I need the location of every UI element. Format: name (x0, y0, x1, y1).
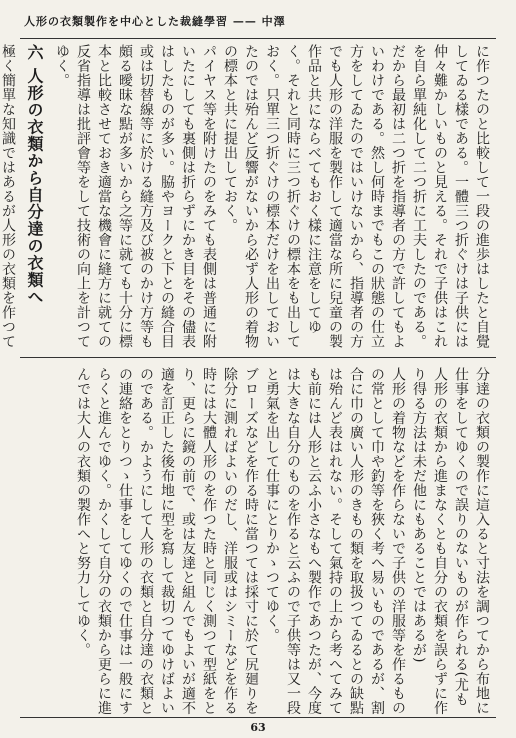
text-line: 樣である。一體三つ折ぐけは子供には仲々難かしいもの (432, 44, 469, 349)
text-line: の標本をも出しておく。只單三つ折ぐけの標本だけを (264, 44, 301, 349)
paragraph-5 (261, 367, 408, 715)
text-line: ても十分に標本と比較させておき適當な機會に縫方に就 (96, 44, 133, 349)
text-line: 事をしてゆくので誤りのないものが作られる(尤も人形 (432, 367, 469, 707)
page-number: 63 (250, 721, 266, 734)
text-line: 立方をしてゐたのではいけないから、指導者の方でも人 (327, 44, 385, 349)
text-line: 方及び被のかけ方等も頗る曖昧な點が多いから之等に就 (117, 44, 154, 349)
paragraph-2 (51, 44, 219, 354)
text-line: でゆく。かくして自分の衣類から更らに進んでは大人の (75, 367, 112, 715)
paragraph-6 (72, 367, 261, 715)
text-line: 人形の着物などを作らないで子供の洋服等を作るもの (390, 367, 406, 715)
text-line: 割合に巾の廣い人形のきもの類を取扱つてゐるとの缺 (348, 367, 385, 715)
text-line: 工夫したのである。だから最初は二つ折を指導者の方で (390, 44, 427, 349)
column-divider (20, 357, 496, 358)
text-line: 方法は未だ他にもあることではあるが) (411, 410, 427, 663)
text-line: ての反省指導は批評會等をして技術の向上を計つてゆく。 (54, 44, 112, 349)
text-line: 物の標本と共に提出しておく。 (222, 44, 259, 349)
section-heading: 六 人形の衣類から自分達の衣類へ (25, 44, 44, 306)
text-line: らに鏡の前で、或は友達と組んでもよいが適不適を訂正 (159, 367, 196, 715)
text-line: りつゝ仕事をしてゆくので仕事は一般にすらくと進ん (96, 367, 133, 715)
text-line: は大きな自分のものを作ると云ふので子供等は又一段と (264, 367, 301, 715)
text-line: しても裏側は折らずにかき目をその儘表はしたものが多 (159, 44, 196, 349)
text-line: 許してもよいわけである。然し何時までもこの狀態の仕 (369, 44, 406, 349)
paragraph-3 (0, 44, 18, 354)
text-line: と見える。それで子供はこれを自ら單純化して二つ折に (411, 44, 448, 349)
text-line: の常として巾や釣等を狹く考へ易いものであるが、 (369, 367, 385, 701)
text-line: も前には人形と云ふ小さなもへ製作であつたが、今度 (306, 367, 322, 715)
text-line: パイヤス等を附けたのをみても表側は普通に附いたに (180, 44, 217, 349)
text-line: 勇氣を出して仕事にとりかゝつてゆく。 (264, 381, 280, 643)
header-rule (20, 38, 496, 39)
running-header: 人形の衣類製作を中心とした裁縫學習 —— 中澤 (24, 15, 286, 28)
text-line: 出しておいたのでは殆んど反響がないから必ず人形の着 (243, 44, 280, 349)
paragraph-4 (408, 367, 492, 715)
text-line: 分達の衣類の製作に這入ると寸法を調つてから布地に仕 (453, 367, 490, 715)
text-line: した後布地に型を寫して裁切つてゆけばよいのである。 (138, 367, 175, 715)
text-line: 形の洋服を製作して適當な所に兒童の製作品と共にならべ (306, 44, 343, 349)
paragraph-1 (219, 44, 492, 354)
text-line: い。脇やヨークと下との縫合目或は切替線等に於ける縫 (138, 44, 175, 349)
text-line: ブローズなどを作る時に當つては採寸に於て尻廻りを除 (222, 367, 259, 715)
text-line: 分に測ればよいのだし、洋服或はシミーなどを作る時に (201, 367, 238, 715)
text-line: 極く簡單な知識ではあるが人形の衣類を作つて (0, 44, 16, 349)
footer-rule (20, 717, 496, 718)
text-line: の衣類から進まなくとも自分の衣類を誤らずに作り得る (411, 367, 448, 715)
text-line: 衣類の製作へと努力してゆく。 (75, 454, 91, 657)
lower-text-block (30, 367, 492, 715)
text-line: 點は殆んど表はれない。そして氣持の上から考へてみて (327, 367, 364, 715)
text-line: は大體人形のを作つた時と同じく測つて型紙をとり、更 (180, 367, 217, 715)
text-line: に作つたのと比較して一段の進歩はしたと自覺してゐる (453, 44, 490, 349)
upper-text-block (0, 44, 492, 354)
text-line: てもおく樣に注意をしてゆく。それと同時に三つ折ぐけ (285, 44, 322, 334)
text-line: かようにして人形の衣類と自分達の衣類との連絡をと (117, 367, 154, 715)
